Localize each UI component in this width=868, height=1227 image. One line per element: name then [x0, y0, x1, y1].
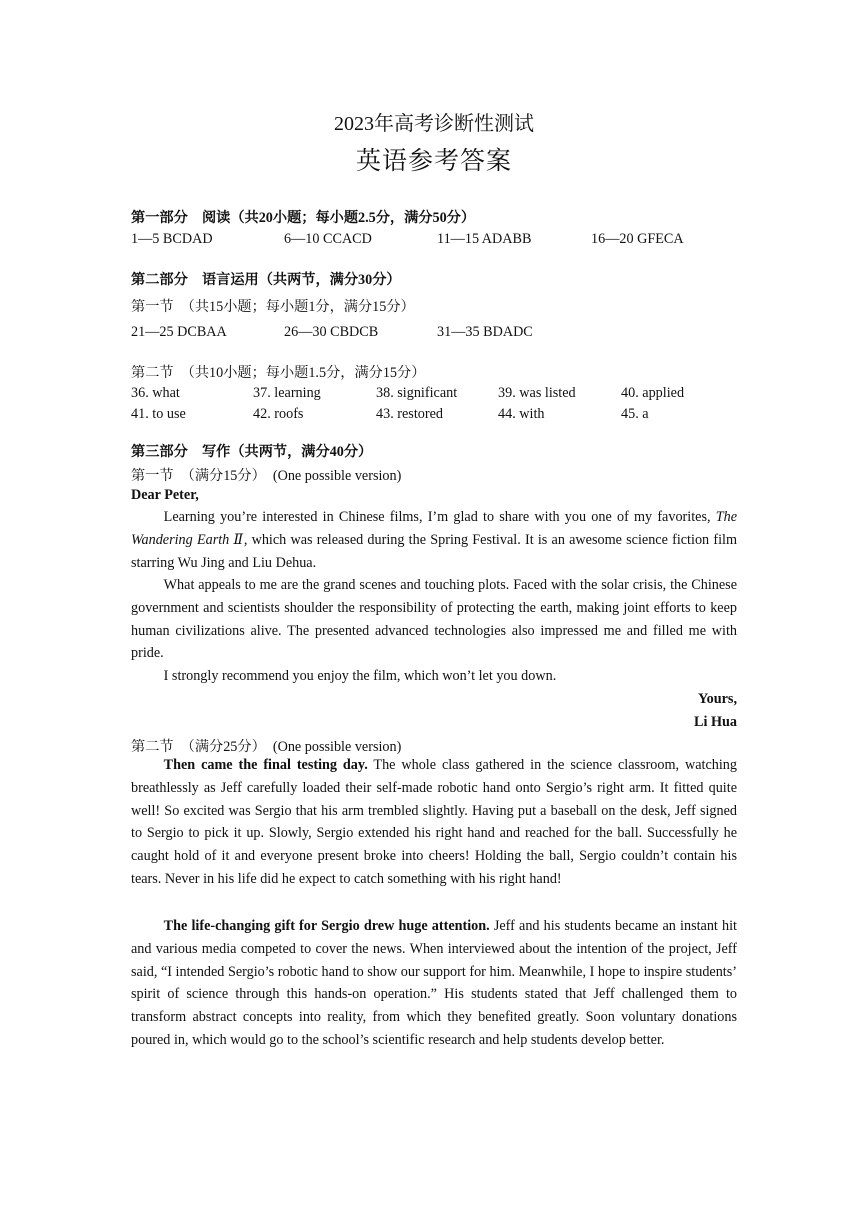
fill-answer: 40. applied — [621, 385, 685, 401]
exam-title: 2023年高考诊断性测试 — [334, 113, 534, 135]
part3-heading: 第三部分 写作（共两节，满分40分） — [131, 444, 373, 460]
answer-group: 1—5 BCDAD — [131, 231, 213, 247]
fill-answer: 38. significant — [376, 385, 458, 401]
letter-paragraph: I strongly recommend you enjoy the film, which won’t let you down. — [163, 668, 557, 684]
answer-group: 26—30 CBDCB — [284, 324, 379, 340]
fill-answer: 41. to use — [131, 406, 186, 422]
story-paragraph — [131, 915, 737, 1052]
letter-greeting: Dear Peter, — [131, 487, 199, 503]
answer-group: 11—15 ADABB — [437, 231, 532, 247]
part2-heading: 第二部分 语言运用（共两节，满分30分） — [131, 272, 401, 288]
letter-signature: Li Hua — [694, 714, 737, 730]
part3-section1-heading: 第一节 （满分15分） (One possible version) — [131, 468, 402, 484]
story-lead-sentence: The life-changing gift for Sergio drew huge attention. — [163, 918, 490, 934]
answer-group: 31—35 BDADC — [437, 324, 533, 340]
letter-text: , which was released during the Spring Festival. It is an awesome science fiction film starring Wu Jing and Liu Dehua. — [131, 531, 737, 571]
letter-closing: Yours, — [697, 691, 737, 707]
fill-answer: 42. roofs — [253, 406, 304, 422]
story-text: Jeff and his students became an instant hit and various media competed to cover the news. When interviewed about the intention of the project, Jeff said, “I intended Sergio’s robotic hand to show our support for him. Meanwhile, I hope to inspire students’ spirit of science through this hands-on operation.” His students stated that Jeff challenged them to transform abstract concepts into reality, from which they benefited greatly. Soon voluntary donations poured in, which would go to the school’s scientific research and help students develop better. — [131, 918, 737, 1048]
letter-paragraph — [131, 506, 737, 574]
fill-answer: 45. a — [621, 406, 649, 422]
story-paragraph — [131, 754, 737, 891]
part2-section1-heading: 第一节 （共15小题；每小题1分，满分15分） — [131, 299, 415, 315]
fill-answer: 44. with — [498, 406, 545, 422]
fill-answer: 43. restored — [376, 406, 443, 422]
part2-section2-heading: 第二节 （共10小题；每小题1.5分，满分15分） — [131, 365, 426, 381]
letter-paragraph: What appeals to me are the grand scenes and touching plots. Faced with the solar crisis, the Chinese government and scientists shoulder the responsibility of protecting the earth, making joint efforts to keep human civilizations alive. The presented advanced technologies also impressed me and filled me with pride. — [131, 577, 737, 662]
part1-heading: 第一部分 阅读（共20小题；每小题2.5分，满分50分） — [131, 210, 476, 226]
answer-group: 16—20 GFECA — [591, 231, 684, 247]
story-lead-sentence: Then came the final testing day. — [163, 757, 368, 773]
fill-answer: 36. what — [131, 385, 180, 401]
fill-answer: 37. learning — [253, 385, 321, 401]
fill-answer: 39. was listed — [498, 385, 576, 401]
document-title: 英语参考答案 — [355, 148, 512, 175]
answer-group: 21—25 DCBAA — [131, 324, 227, 340]
story-text: The whole class gathered in the science classroom, watching breathlessly as Jeff carefully loaded their self-made robotic hand onto Sergio’s right arm. It fitted quite well! So excited was Sergio that his arm trembled slightly. Having put a baseball on the desk, Jeff signed to Sergio to pick it up. Slowly, Sergio extended his right hand and reached for the ball. Successfully he caught hold of it and everyone present broke into cheers! Holding the ball, Sergio couldn’t contain his tears. Never in his life did he expect to catch something with his right hand! — [131, 757, 737, 887]
part3-section2-heading: 第二节 （满分25分） (One possible version) — [131, 739, 402, 755]
answer-group: 6—10 CCACD — [284, 231, 372, 247]
letter-text: Learning you’re interested in Chinese films, I’m glad to share with you one of my favorites, — [163, 509, 716, 525]
film-title: The Wandering Earth Ⅱ — [131, 509, 737, 548]
